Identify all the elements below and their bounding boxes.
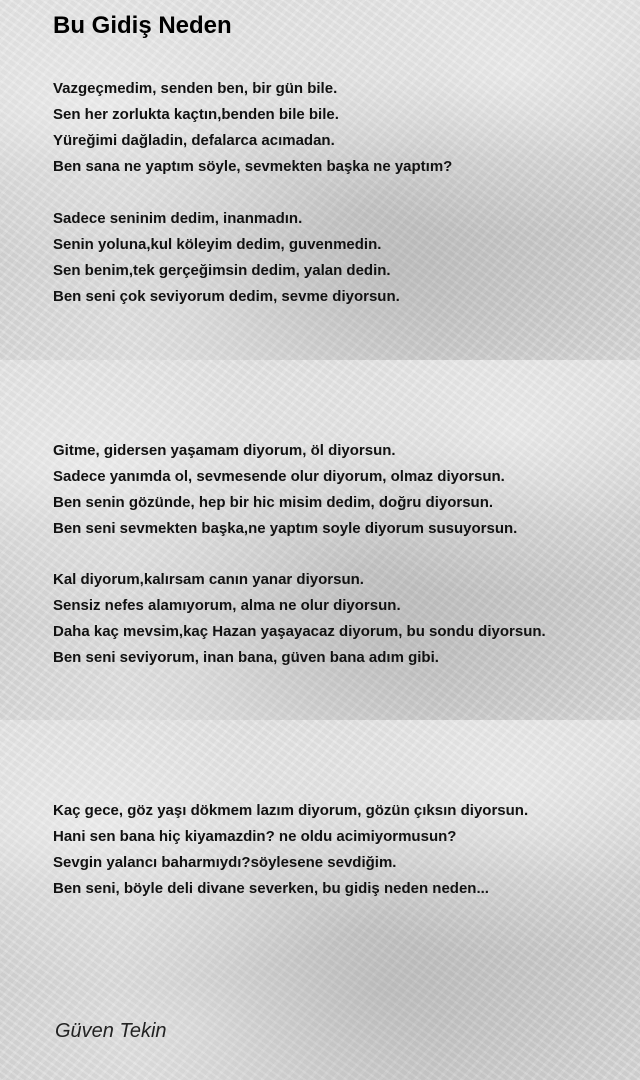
- poem-author: Güven Tekin: [55, 1020, 167, 1042]
- stanza-1: [53, 76, 452, 180]
- poem-line: Sevgin yalancı baharmıydı?söylesene sevdiğim.: [53, 854, 397, 871]
- poem-panel-1: [0, 0, 640, 360]
- poem-line: Ben seni seviyorum, inan bana, güven bana adım gibi.: [53, 649, 439, 666]
- poem-line: Sadece yanımda ol, sevmesende olur diyorum, olmaz diyorsun.: [53, 468, 505, 485]
- poem-line: Ben senin gözünde, hep bir hic misim dedim, doğru diyorsun.: [53, 494, 494, 511]
- poem-title: Bu Gidiş Neden: [53, 12, 232, 39]
- poem-line: Sensiz nefes alamıyorum, alma ne olur diyorsun.: [53, 597, 401, 614]
- poem-line: Sen benim,tek gerçeğimsin dedim, yalan dedin.: [53, 262, 391, 279]
- poem-line: Ben seni sevmekten başka,ne yaptım soyle diyorum susuyorsun.: [53, 520, 518, 537]
- poem-line: Kaç gece, göz yaşı dökmem lazım diyorum, gözün çıksın diyorsun.: [53, 802, 529, 819]
- poem-line: Kal diyorum,kalırsam canın yanar diyorsun.: [53, 571, 364, 588]
- poem-line: Senin yoluna,kul köleyim dedim, guvenmedin.: [53, 236, 382, 253]
- stanza-5: [53, 798, 528, 902]
- poem-line: Daha kaç mevsim,kaç Hazan yaşayacaz diyorum, bu sondu diyorsun.: [53, 623, 546, 640]
- poem-line: Yüreğimi dağladin, defalarca acımadan.: [53, 132, 335, 149]
- poem-line: Vazgeçmedim, senden ben, bir gün bile.: [53, 80, 338, 97]
- poem-line: Gitme, gidersen yaşamam diyorum, öl diyorsun.: [53, 442, 396, 459]
- poem-line: Sen her zorlukta kaçtın,benden bile bile.: [53, 106, 339, 123]
- poem-line: Ben seni çok seviyorum dedim, sevme diyorsun.: [53, 288, 400, 305]
- poem-line: Hani sen bana hiç kiyamazdin? ne oldu acimiyormusun?: [53, 828, 457, 845]
- poem-line: Ben sana ne yaptım söyle, sevmekten başka ne yaptım?: [53, 158, 453, 175]
- poem-panel-3: [0, 720, 640, 1080]
- stanza-3: [53, 438, 517, 542]
- poem-panel-2: [0, 360, 640, 720]
- stanza-4: [53, 567, 546, 671]
- stanza-2: [53, 206, 400, 310]
- poem-line: Ben seni, böyle deli divane severken, bu gidiş neden neden...: [53, 880, 489, 897]
- poem-line: Sadece seninim dedim, inanmadın.: [53, 210, 303, 227]
